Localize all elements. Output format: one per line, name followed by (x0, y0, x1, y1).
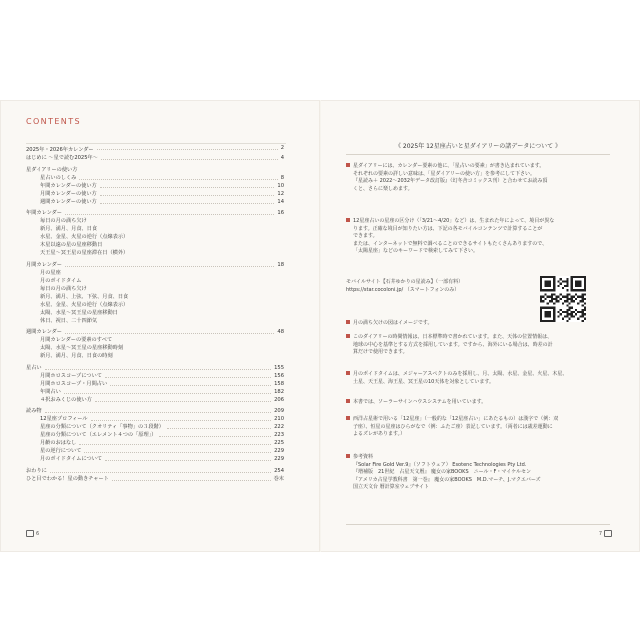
toc-entry-label: 毎日の月の満ち欠け (40, 285, 87, 292)
toc-leader-dots (100, 203, 274, 204)
toc-leader-dots (65, 214, 274, 215)
toc-entry-label: 休日、祝日、二十四節気 (40, 317, 98, 324)
toc-entry (26, 143, 286, 154)
toc-entry-page: 12 (277, 190, 284, 197)
toc-entry-label: 2025年・2026年カレンダー (26, 147, 94, 153)
toc-entry (26, 249, 286, 257)
toc-entry (26, 431, 286, 439)
note-line: できます。 (353, 233, 378, 240)
note-sign-boundaries (346, 218, 610, 256)
note-moon-phase (346, 320, 610, 328)
note-time-info (346, 334, 610, 357)
toc-entry (26, 455, 286, 463)
toc-entry (26, 344, 286, 352)
bullet-icon (346, 454, 350, 458)
toc-leader-dots (95, 401, 271, 402)
toc-leader-dots (45, 369, 271, 370)
note-line: 本書では、ソーラーサインハウスシステムを用いています。 (346, 399, 610, 407)
toc-leader-dots (100, 187, 274, 188)
toc-entry (26, 233, 286, 241)
toc-entry-label: 星の逆行について (40, 448, 82, 454)
note-line: 『増補版 21世紀 占星天文暦』 魔女の家BOOKS ニール・F・マイケルセン (353, 469, 531, 476)
toc-entry-page: 158 (274, 380, 284, 387)
book-icon (26, 530, 34, 537)
toc-entry (26, 336, 286, 344)
toc-entry-label: 太陽、水星〜冥王星の星座移動日 (40, 309, 118, 316)
toc-entry (26, 241, 286, 249)
note-line: または、インターネットで無料で調べることのできるサイトもたくさんありますので、 (353, 240, 548, 247)
page-number-right-value: 7 (598, 531, 602, 537)
note-line: 12星座占いの星座の区分け（「3/21〜4/20」など）は、生まれた年によって、境目が異な (346, 218, 610, 226)
toc-entry-page: 48 (277, 329, 284, 335)
toc-entry-label: 天王星〜冥王星の星座滞在日（横外） (40, 250, 129, 256)
note-diary-elements (346, 163, 610, 193)
toc-entry-label: ４択おみくじの使い方 (40, 396, 92, 403)
qr-code-image (540, 276, 586, 322)
note-line: 子座）、恒星の星座はひらがなで（例：ふたご座）表記しています。（両者には歳差運動に (353, 423, 553, 430)
toc-leader-dots (91, 420, 271, 421)
toc-leader-dots (159, 436, 271, 437)
toc-entry-label: 水星、金星、火星の逆行（点線表示） (40, 301, 129, 308)
book-icon-right (604, 530, 612, 537)
bullet-icon (346, 371, 350, 375)
toc-entry (26, 209, 286, 217)
toc-entry-label: 12星座プロフィール (40, 416, 88, 422)
note-line: 地球の中心を基準とする方式を採用しています。ですから、海外にいる場合は、時差の計 (353, 341, 553, 348)
note-line: 参考資料 (346, 454, 610, 462)
toc-entry (26, 166, 286, 174)
toc-leader-dots (79, 444, 271, 445)
toc-leader-dots (167, 428, 271, 429)
toc-entry (26, 301, 286, 309)
toc-entry-label: 月の星座 (40, 269, 61, 276)
toc-entry (26, 372, 286, 380)
toc-entry-label: 月間ホロスコープ・月間占い (40, 380, 108, 387)
toc-entry (26, 198, 286, 206)
note-line: ります。正確な境目が知りたい方は、下記の各モバイルコンテンツで計算することが (353, 225, 543, 232)
toc-entry (26, 309, 286, 317)
toc-entry (26, 388, 286, 396)
toc-entry-page: 209 (274, 408, 284, 414)
page-number-left (26, 530, 39, 537)
toc-entry-page: 229 (274, 448, 284, 454)
bullet-icon (346, 399, 350, 403)
toc-entry-label: 星ダイアリーの使い方 (26, 166, 78, 173)
toc-entry-label: 月間カレンダーの要素のすべて (40, 337, 113, 343)
bullet-icon (346, 320, 350, 324)
toc-entry (26, 423, 286, 431)
toc-entry (26, 396, 286, 404)
toc-leader-dots (100, 195, 274, 196)
bullet-icon (346, 334, 350, 338)
toc-entry-page: 2 (280, 145, 284, 151)
bullet-icon (346, 218, 350, 222)
toc-entry-label: 星占い (26, 364, 42, 371)
note-line: それぞれの要素の詳しい意味は、「星ダイアリーの使い方」を参考にして下さい。 (353, 170, 536, 177)
toc-entry (26, 182, 286, 190)
notes-heading: 《 2025年 12星座占いと星ダイアリーの諸データについて 》 (395, 143, 561, 150)
toc-leader-dots (65, 333, 274, 334)
table-of-contents (26, 141, 286, 483)
toc-entry (26, 467, 286, 475)
toc-entry (26, 217, 286, 225)
note-line: 算だけで使用できます。 (353, 349, 408, 356)
toc-entry-page: 8 (280, 174, 284, 181)
toc-entry-page: 222 (274, 424, 284, 430)
toc-entry (26, 439, 286, 447)
references (346, 454, 610, 492)
toc-entry-label: 毎日の月の満ち欠け (40, 218, 87, 224)
note-line: 『Solar Fire Gold Ver.9』（ソフトウェア） Esotenc Technologies Pty Ltd. (353, 461, 527, 468)
note-line: 月のボイドタイムは、メジャーアスペクトのみを採用し、月、太陽、水星、金星、火星、木星、 (346, 371, 610, 379)
toc-entry (26, 154, 286, 162)
toc-entry-page: 182 (274, 388, 284, 395)
heading-rule (346, 154, 610, 155)
toc-entry-page: 206 (274, 396, 284, 403)
toc-entry-label: 星座の分類について（クオリティ「事物」の３段階） (40, 424, 164, 430)
toc-entry-page: 225 (274, 440, 284, 446)
toc-entry (26, 293, 286, 301)
mobile-site-name: モバイルサイト【石井ゆかりの星読み】（一部有料） (346, 279, 464, 285)
toc-entry-label: 新月、満月、上弦、下弦、月食、日食 (40, 293, 129, 300)
toc-leader-dots (110, 385, 271, 386)
toc-entry-label: 月間ホロスコープについて (40, 372, 102, 379)
bullet-icon (346, 163, 350, 167)
toc-entry-label: 週間カレンダーの使い方 (40, 198, 97, 205)
footer-rule-right (346, 524, 610, 525)
note-void-time (346, 371, 610, 386)
note-line: 星ダイアリーには、カレンダー要素の他に、「星占いの要素」が書き込まれています。 (346, 163, 610, 171)
toc-entry (26, 364, 286, 372)
toc-entry-label: 月齢のおはなし (40, 440, 77, 446)
toc-entry (26, 352, 286, 360)
note-line: 西洋占星術で用いる「12星座」（一般的な「12星座占い」にあたるもの）は漢字で（例：双 (346, 416, 610, 424)
toc-entry (26, 269, 286, 277)
toc-entry-page: 229 (274, 456, 284, 462)
toc-entry-label: 年間カレンダー (26, 210, 62, 216)
toc-entry-label: 年間カレンダーの使い方 (40, 182, 97, 189)
toc-entry-page: 16 (277, 210, 284, 216)
toc-entry-page: 254 (274, 467, 284, 474)
toc-entry-page: 223 (274, 432, 284, 438)
bullet-icon (346, 416, 350, 420)
toc-entry-label: 木星以遠の星の星座移動日 (40, 242, 103, 248)
note-sign-notation (346, 416, 610, 439)
toc-entry-label: 月間カレンダーの使い方 (40, 190, 97, 197)
toc-entry (26, 261, 286, 269)
book-gutter (319, 100, 321, 552)
toc-leader-dots (64, 393, 271, 394)
toc-entry-page: 4 (280, 155, 284, 161)
toc-entry-label: 月のボイドタイムについて (40, 456, 103, 462)
toc-entry-label: 星座の分類について（エレメント４つの「原理」） (40, 432, 157, 438)
note-line: よるズレがあります。） (353, 431, 406, 438)
toc-entry (26, 277, 286, 285)
page-number-right (599, 530, 612, 537)
note-line: くと、さらに楽しめます。 (353, 185, 413, 192)
toc-leader-dots (112, 480, 271, 481)
toc-entry-label: 星占いのしくみ (40, 174, 77, 181)
toc-entry-page: 巻末 (273, 475, 284, 482)
toc-leader-dots (45, 412, 271, 413)
toc-entry (26, 174, 286, 182)
toc-entry-page: 210 (274, 416, 284, 422)
toc-entry-label: 読み物 (26, 408, 42, 414)
toc-entry-page: 14 (277, 198, 284, 205)
note-line: 月の満ち欠けの図はイメージです。 (346, 320, 610, 328)
mobile-site-info (346, 278, 463, 294)
toc-entry-label: 月間カレンダー (26, 261, 62, 268)
note-line: 「太陽星座」などのキーワードで検索してみて下さい。 (353, 248, 479, 255)
toc-leader-dots (50, 472, 271, 473)
toc-entry-label: おわりに (26, 467, 47, 474)
toc-entry (26, 317, 286, 325)
note-line: 『星読み＋ 2022〜2032年データ改訂版』（幻冬舎コミックス刊）と合わせてお読み頂 (353, 178, 548, 185)
toc-entry (26, 447, 286, 455)
toc-entry (26, 415, 286, 423)
toc-entry-label: 新月、満月、月食、日食の時刻 (40, 353, 113, 359)
toc-entry-label: 年間占い (40, 388, 61, 395)
toc-entry-label: ひと目でわかる！星の動きチャート (26, 475, 109, 482)
toc-leader-dots (97, 149, 278, 150)
note-house-system (346, 399, 610, 407)
toc-entry-label: 新月、満月、月食、日食 (40, 226, 98, 232)
mobile-site-url: https://star.cocoloni.jp/ （スマートフォンのみ） (346, 287, 460, 293)
toc-leader-dots (84, 452, 271, 453)
toc-leader-dots (105, 377, 271, 378)
page-number-left-value: 6 (36, 531, 40, 537)
toc-entry-label: 太陽、水星〜冥王星の星座移動時刻 (40, 345, 124, 351)
toc-entry (26, 190, 286, 198)
toc-entry (26, 380, 286, 388)
toc-entry (26, 225, 286, 233)
toc-entry-label: 週間カレンダー (26, 329, 62, 335)
toc-leader-dots (105, 460, 271, 461)
toc-entry-page: 10 (277, 182, 284, 189)
book-spread (0, 100, 640, 552)
toc-entry-page: 155 (274, 364, 284, 371)
toc-entry-page: 18 (277, 261, 284, 268)
toc-entry-label: はじめに 〜星で読む2025年〜 (26, 155, 98, 161)
note-line: 『アメリカ占星学教科書 第一巻』 魔女の家BOOKS M.D.マーチ、J.マクエバーズ (353, 476, 541, 483)
contents-title: CONTENTS (26, 117, 81, 126)
toc-leader-dots (79, 179, 278, 180)
note-line: このダイアリーの時間情報は、日本標準時で書かれています。また、天体の位置情報は、 (346, 334, 610, 342)
toc-entry-label: 水星、金星、火星の逆行（点線表示） (40, 234, 129, 240)
note-line: 国立天文台 暦計算室ウェブサイト (353, 484, 430, 491)
toc-entry (26, 285, 286, 293)
toc-leader-dots (101, 159, 278, 160)
note-line: 土星、天王星、海王星、冥王星の10天体を対象としています。 (353, 378, 494, 385)
toc-entry (26, 407, 286, 415)
toc-entry-label: 月のボイドタイム (40, 277, 82, 284)
toc-entry (26, 475, 286, 483)
toc-entry-page: 156 (274, 372, 284, 379)
toc-leader-dots (65, 266, 274, 267)
toc-entry (26, 328, 286, 336)
